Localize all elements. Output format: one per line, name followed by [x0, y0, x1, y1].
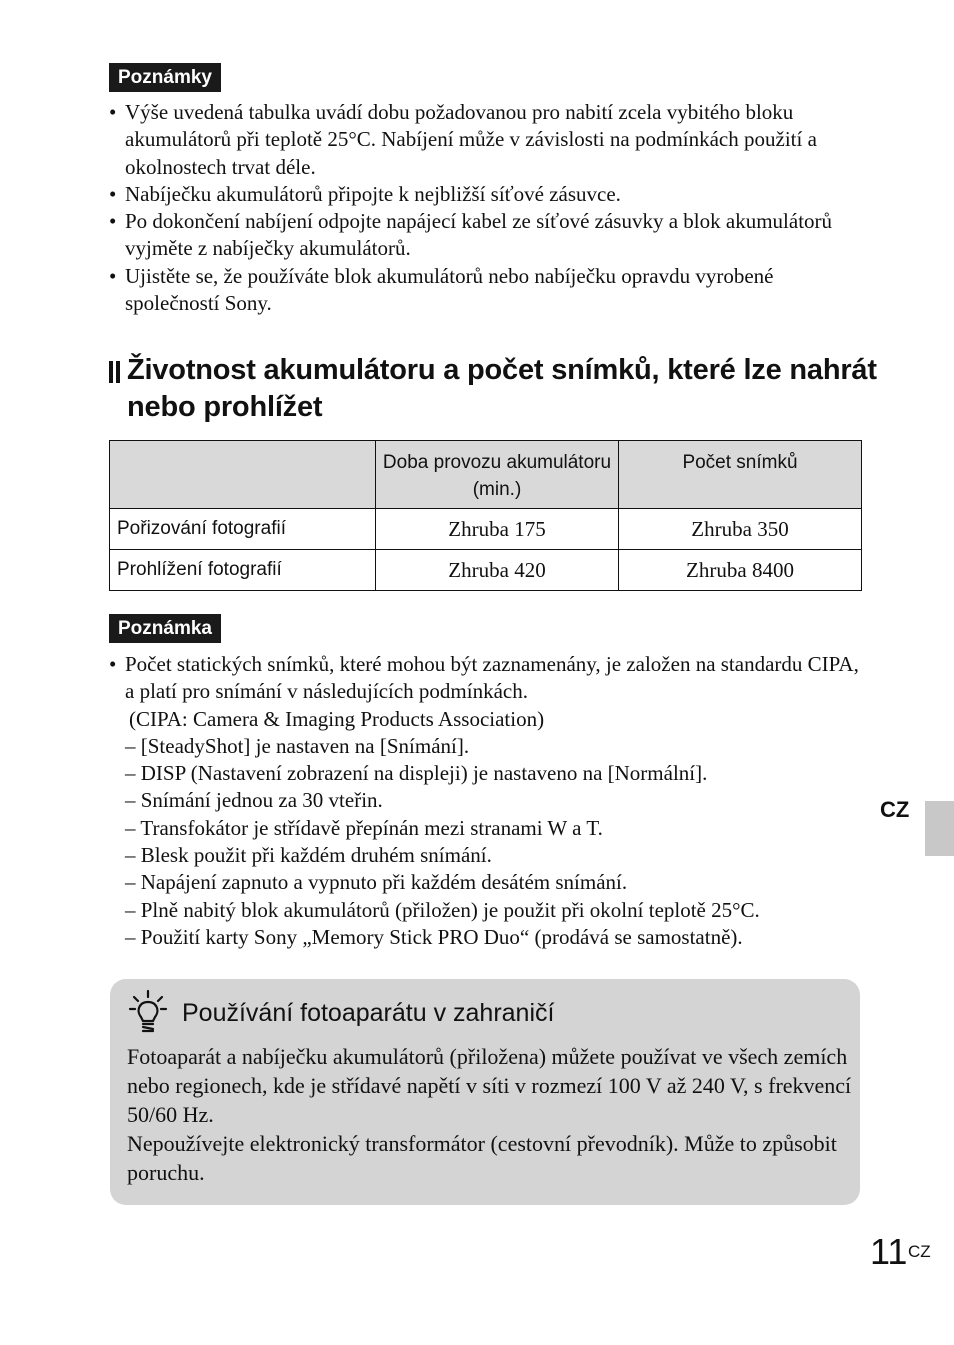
table-cell: Zhruba 350 [619, 509, 862, 550]
condition-item: – Použití karty Sony „Memory Stick PRO Duo“ (prodává se samostatně). [125, 924, 743, 949]
note-item: • Nabíječku akumulátorů připojte k nejbližší síťové zásuvce. [109, 181, 869, 208]
table-row-label: Prohlížení fotografií [110, 550, 376, 591]
language-tab [925, 801, 954, 856]
section-heading: Životnost akumulátoru a počet snímků, které lze nahrát nebo prohlížet [127, 354, 877, 423]
table-cell: Zhruba 8400 [619, 550, 862, 591]
condition-item: – DISP (Nastavení zobrazení na displeji) je nastaveno na [Normální]. [125, 761, 708, 786]
note-label: Poznámka [109, 614, 221, 643]
note-item: • Výše uvedená tabulka uvádí dobu požadovanou pro nabití zcela vybitého bloku akumulátorů při teplotě 25°C. Nabíjení může v závislosti na podmínkách použití a okolnostech trvat déle. [109, 99, 869, 181]
note-list [109, 651, 869, 951]
condition-item: – Blesk použit při každém druhém snímání. [125, 843, 492, 868]
table-cell: Zhruba 175 [376, 509, 619, 550]
page-number: 11 [870, 1231, 908, 1272]
heading-marker [109, 361, 120, 383]
condition-item: – Plně nabitý blok akumulátorů (přiložen) je použit při okolní teplotě 25°C. [125, 897, 760, 922]
table-header-cell [110, 441, 376, 509]
notes-list [109, 99, 869, 317]
condition-item: – [SteadyShot] je nastaven na [Snímání]. [125, 733, 470, 758]
lightbulb-icon [128, 989, 168, 1040]
tip-body [127, 1042, 852, 1187]
cipa-line: (CIPA: Camera & Imaging Products Association) [129, 706, 545, 731]
condition-item: – Snímání jednou za 30 vteřin. [125, 788, 383, 813]
tip-paragraph: Fotoaparát a nabíječku akumulátorů (přiložena) můžete používat ve všech zemích nebo regionech, kde je střídavé napětí v síti v rozmezí 100 V až 240 V, s frekvencí 50/60 Hz. [127, 1044, 852, 1127]
condition-item: – Napájení zapnuto a vypnuto při každém desátém snímání. [125, 870, 628, 895]
table-row-label: Pořizování fotografií [110, 509, 376, 550]
battery-life-table [109, 440, 862, 591]
table-header-row [110, 441, 862, 509]
table-cell: Zhruba 420 [376, 550, 619, 591]
table-header-cell: Doba provozu akumulátoru (min.) [376, 441, 619, 509]
note-item: • Po dokončení nabíjení odpojte napájecí kabel ze síťové zásuvky a blok akumulátorů vyjměte z nabíječky akumulátorů. [109, 208, 869, 263]
language-tab-label: CZ [880, 797, 910, 822]
table-row [110, 550, 862, 591]
notes-label: Poznámky [109, 63, 221, 92]
tip-box [110, 979, 860, 1205]
condition-item: – Transfokátor je střídavě přepínán mezi stranami W a T. [125, 815, 603, 840]
page-suffix: CZ [908, 1242, 931, 1261]
tip-title: Používání fotoaparátu v zahraničí [182, 999, 555, 1027]
table-header-cell: Počet snímků [619, 441, 862, 509]
tip-paragraph: Nepoužívejte elektronický transformátor (cestovní převodník). Může to způsobit poruchu. [127, 1131, 837, 1185]
table-row [110, 509, 862, 550]
note-item: • Ujistěte se, že používáte blok akumulátorů nebo nabíječku opravdu vyrobené společností Sony. [109, 263, 869, 318]
note-item: • Počet statických snímků, které mohou být zaznamenány, je založen na standardu CIPA, a platí pro snímání v následujících podmínkách. [109, 651, 869, 706]
